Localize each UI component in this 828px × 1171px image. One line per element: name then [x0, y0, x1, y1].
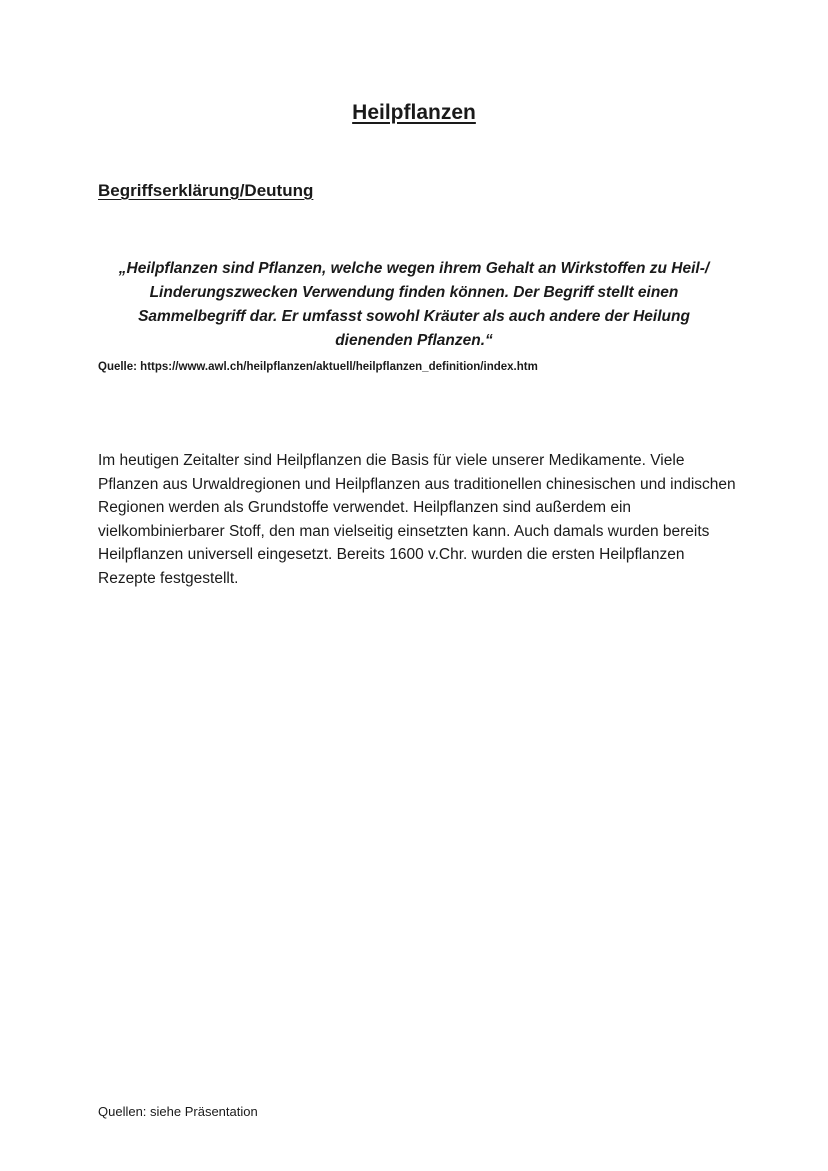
section-heading: Begriffserklärung/Deutung: [98, 181, 314, 200]
page-title: Heilpflanzen: [352, 101, 476, 124]
source-citation: Quelle: https://www.awl.ch/heilpflanzen/aktuell/heilpflanzen_definition/index.htm: [98, 361, 538, 373]
body-paragraph: Im heutigen Zeitalter sind Heilpflanzen die Basis für viele unserer Medikamente. Viele Pflanzen aus Urwaldregionen und Heilpflanzen aus traditionellen chinesischen und indischen Regionen werden als Grundstoffe verwendet. Heilpflanzen sind außerdem ein vielkombinierbarer Stoff, den man vielseitig einsetzten kann. Auch damals wurden bereits Heilpflanzen universell eingesetzt. Bereits 1600 v.Chr. wurden die ersten Heilpflanzen Rezepte festgestellt.: [98, 452, 736, 587]
footer-sources: Quellen: siehe Präsentation: [98, 1104, 258, 1119]
definition-quote: „Heilpflanzen sind Pflanzen, welche wegen ihrem Gehalt an Wirkstoffen zu Heil-/ Linderungszwecken Verwendung finden können. Der Begriff stellt einen Sammelbegriff dar. Er umfasst sowohl Kräuter als auch andere der Heilung dienenden Pflanzen.“: [118, 260, 710, 349]
